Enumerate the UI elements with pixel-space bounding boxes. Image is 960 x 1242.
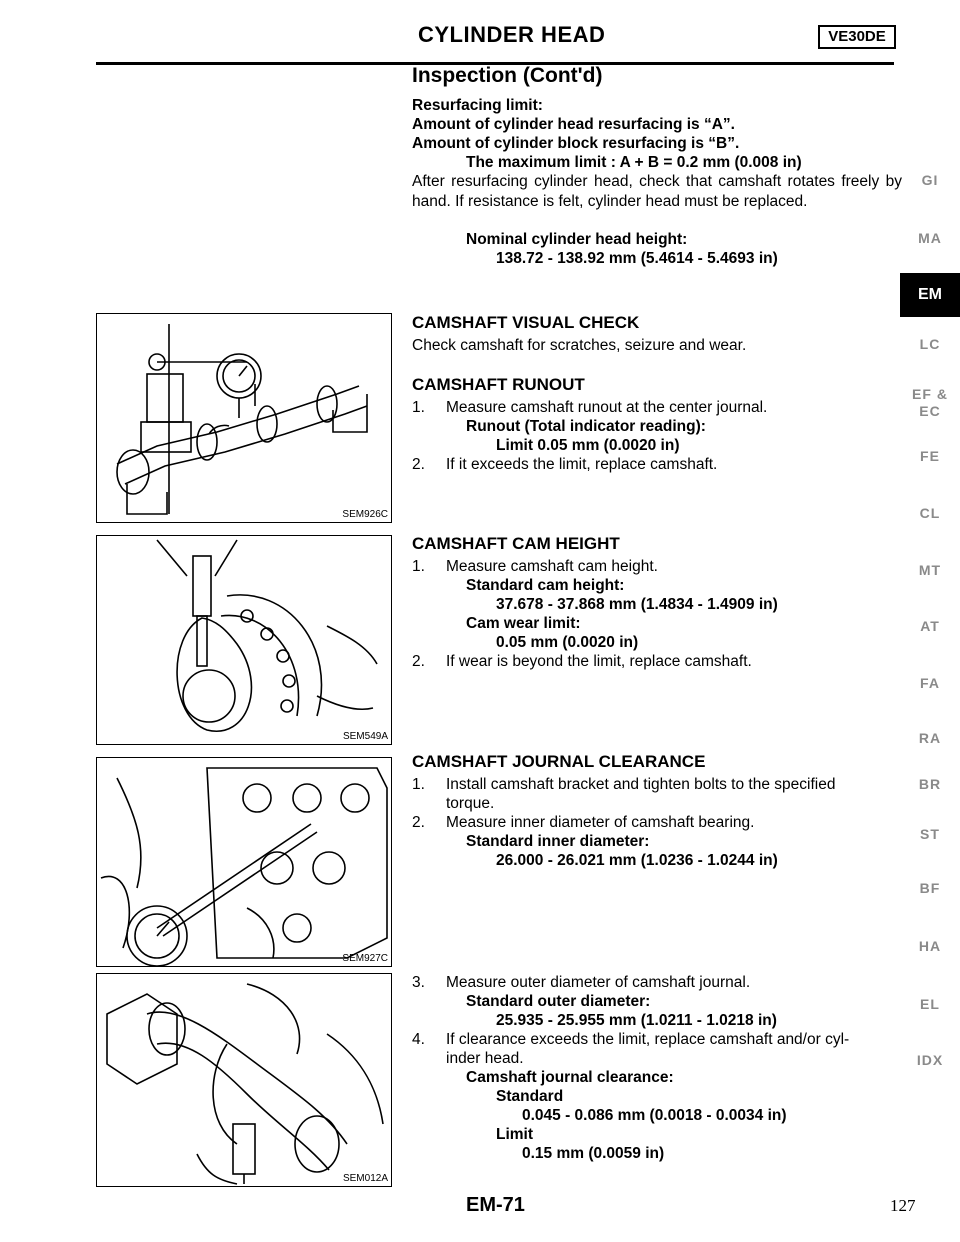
journal-step2: Measure inner diameter of camshaft bearing. — [446, 814, 755, 831]
journal-step2-number: 2. — [412, 814, 425, 831]
side-index-fe[interactable]: FE — [920, 448, 940, 464]
inner-diameter-value: 26.000 - 26.021 mm (1.0236 - 1.0244 in) — [496, 852, 778, 869]
bore-gauge-icon — [97, 758, 391, 966]
runout-limit: Limit 0.05 mm (0.0020 in) — [496, 437, 680, 454]
journal-heading: CAMSHAFT JOURNAL CLEARANCE — [412, 752, 706, 771]
cam-height-step2-number: 2. — [412, 653, 425, 670]
cam-wear-value: 0.05 mm (0.0020 in) — [496, 634, 639, 651]
page-subtitle: Inspection (Cont'd) — [412, 64, 603, 87]
cam-height-heading: CAMSHAFT CAM HEIGHT — [412, 534, 620, 553]
side-index-fa[interactable]: FA — [920, 675, 940, 691]
dial-indicator-icon — [97, 314, 391, 522]
cam-height-std-label: Standard cam height: — [466, 577, 625, 594]
section-title: CYLINDER HEAD — [418, 22, 606, 47]
nominal-height-label: Nominal cylinder head height: — [466, 231, 688, 248]
side-index-ha[interactable]: HA — [918, 938, 942, 954]
cam-wear-label: Cam wear limit: — [466, 615, 581, 632]
cam-height-std-value: 37.678 - 37.868 mm (1.4834 - 1.4909 in) — [496, 596, 778, 613]
visual-check-text: Check camshaft for scratches, seizure and wear. — [412, 337, 747, 354]
figure-bore-gauge — [96, 757, 392, 967]
side-index-gi[interactable]: GI — [921, 172, 939, 188]
journal-step4: If clearance exceeds the limit, replace camshaft and/or cyl- — [446, 1031, 850, 1048]
resurfacing-line-a: Amount of cylinder head resurfacing is “A”. — [412, 116, 735, 133]
side-index-ma[interactable]: MA — [918, 230, 942, 246]
micrometer-journal-icon — [97, 974, 391, 1186]
clearance-limit-value: 0.15 mm (0.0059 in) — [522, 1145, 665, 1162]
clearance-std-label: Standard — [496, 1088, 564, 1105]
runout-label: Runout (Total indicator reading): — [466, 418, 706, 435]
figure-cam-height — [96, 535, 392, 745]
side-index-em-active[interactable]: EM — [900, 273, 960, 317]
page-number: 127 — [890, 1196, 916, 1215]
outer-diameter-value: 25.935 - 25.955 mm (1.0211 - 1.0218 in) — [496, 1012, 777, 1029]
resurfacing-line-b: Amount of cylinder block resurfacing is “B”. — [412, 135, 740, 152]
resurfacing-max-limit: The maximum limit : A + B = 0.2 mm (0.008 in) — [466, 154, 802, 171]
clearance-limit-label: Limit — [496, 1126, 534, 1143]
runout-step2: If it exceeds the limit, replace camshaft. — [446, 456, 718, 473]
inner-diameter-label: Standard inner diameter: — [466, 833, 650, 850]
runout-heading: CAMSHAFT RUNOUT — [412, 375, 585, 394]
cam-height-step1: Measure camshaft cam height. — [446, 558, 658, 575]
side-index-ef[interactable]: EF & — [912, 386, 948, 402]
side-index-mt[interactable]: MT — [918, 562, 942, 578]
side-index-idx[interactable]: IDX — [916, 1052, 944, 1068]
figure-code: SEM927C — [342, 953, 388, 964]
journal-step4-cont: inder head. — [446, 1050, 524, 1067]
cam-height-step2: If wear is beyond the limit, replace camshaft. — [446, 653, 752, 670]
side-index-ec[interactable]: EC — [919, 403, 941, 419]
runout-step1: Measure camshaft runout at the center journal. — [446, 399, 768, 416]
clearance-label: Camshaft journal clearance: — [466, 1069, 674, 1086]
journal-step3-number: 3. — [412, 974, 425, 991]
figure-code: SEM012A — [342, 1173, 388, 1184]
journal-step1-cont: torque. — [446, 795, 495, 812]
figure-camshaft-runout — [96, 313, 392, 523]
figure-code: SEM926C — [342, 509, 388, 520]
side-index-el[interactable]: EL — [920, 996, 940, 1012]
side-index-at[interactable]: AT — [920, 618, 940, 634]
figure-code: SEM549A — [342, 731, 388, 742]
section-page-code: EM-71 — [466, 1194, 525, 1216]
side-index-ra[interactable]: RA — [918, 730, 942, 746]
resurfacing-note: After resurfacing cylinder head, check that camshaft rotates freely by hand. If resistance is felt, cylinder head must be replaced. — [412, 173, 902, 210]
cam-height-step1-number: 1. — [412, 558, 425, 575]
journal-step3: Measure outer diameter of camshaft journal. — [446, 974, 751, 991]
side-index-br[interactable]: BR — [918, 776, 942, 792]
engine-badge: VE30DE — [818, 25, 896, 49]
side-index-bf[interactable]: BF — [919, 880, 941, 896]
visual-check-heading: CAMSHAFT VISUAL CHECK — [412, 313, 640, 332]
side-index-lc[interactable]: LC — [919, 336, 941, 352]
journal-step1: Install camshaft bracket and tighten bolts to the specified — [446, 776, 836, 793]
outer-diameter-label: Standard outer diameter: — [466, 993, 651, 1010]
nominal-height-value: 138.72 - 138.92 mm (5.4614 - 5.4693 in) — [496, 250, 778, 267]
journal-step1-number: 1. — [412, 776, 425, 793]
side-index-st[interactable]: ST — [920, 826, 940, 842]
side-index-cl[interactable]: CL — [919, 505, 941, 521]
clearance-std-value: 0.045 - 0.086 mm (0.0018 - 0.0034 in) — [522, 1107, 787, 1124]
journal-step4-number: 4. — [412, 1031, 425, 1048]
micrometer-icon — [97, 536, 391, 744]
resurfacing-heading: Resurfacing limit: — [412, 97, 543, 114]
runout-step2-number: 2. — [412, 456, 425, 473]
runout-step1-number: 1. — [412, 399, 425, 416]
figure-journal-micrometer — [96, 973, 392, 1187]
